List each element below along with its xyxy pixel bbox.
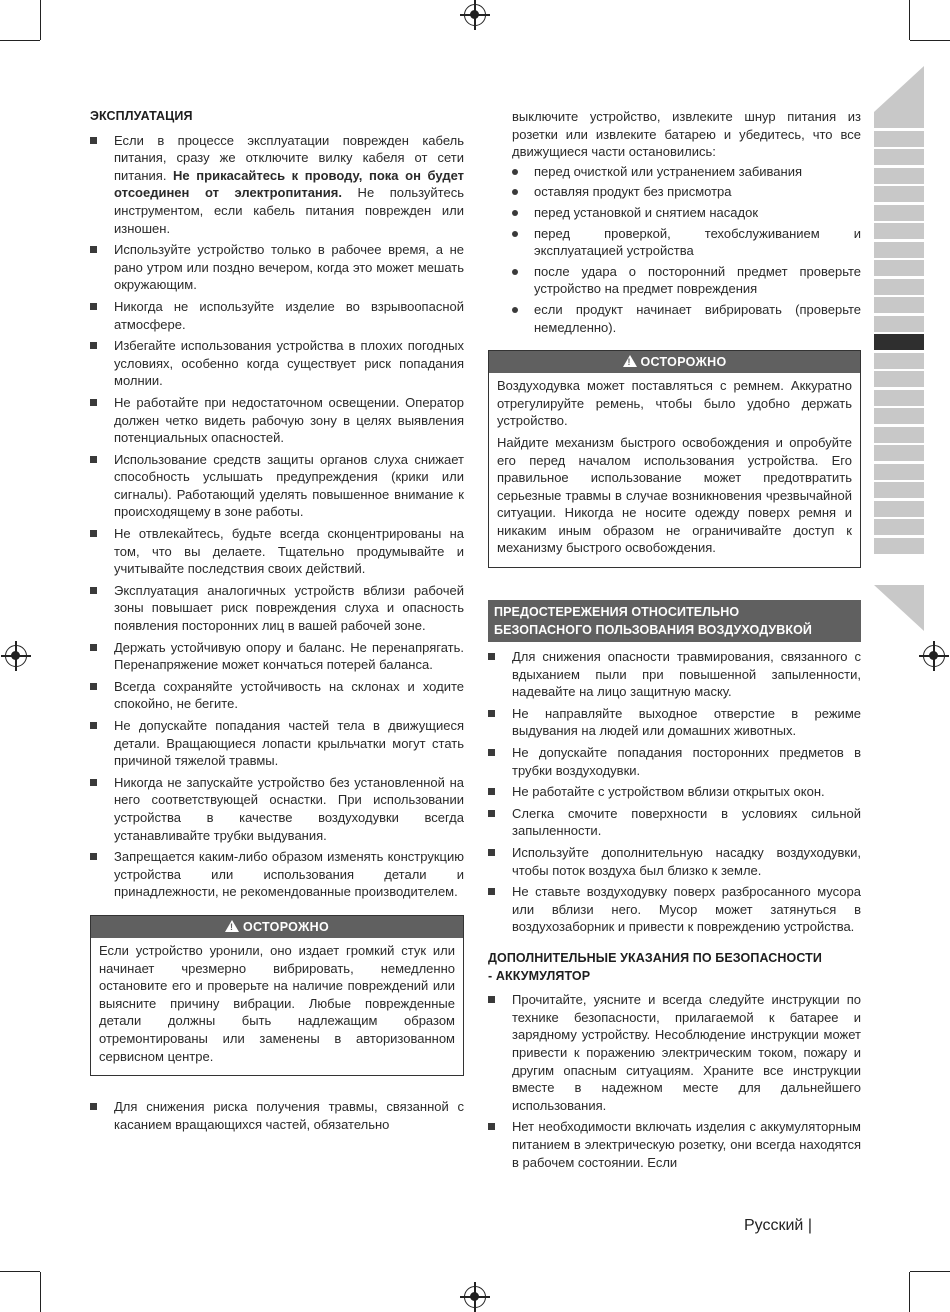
sub-list-item: оставляя продукт без присмотра <box>512 183 861 201</box>
language-tab <box>874 427 924 443</box>
language-tab <box>874 501 924 517</box>
blower-safety-list <box>488 648 861 936</box>
language-tab <box>874 260 924 276</box>
crop-mark <box>0 40 40 41</box>
warning-text: Если устройство уронили, оно издает громкий стук или начинает чрезмерно вибрировать, немедленно остановите его и проверьте на наличие повреждений или выясните причину вибрации. Любые поврежденные детали должны быть надлежащим образом отремонтированы или заменены в авторизованном сервисном центре. <box>99 942 455 1064</box>
language-tab <box>874 316 924 332</box>
language-tab <box>874 223 924 239</box>
page-footer-language: Русский | <box>744 1217 812 1234</box>
right-column <box>488 108 861 1175</box>
section-heading-battery <box>488 950 861 985</box>
warning-title: ОСТОРОЖНО <box>640 355 727 370</box>
language-tab <box>874 168 924 184</box>
crop-mark <box>909 0 910 40</box>
sub-list-item: перед проверкой, техобслуживанием и эксплуатацией устройства <box>512 225 861 260</box>
list-item: Не работайте при недостаточном освещении. Оператор должен четко видеть рабочую зону в целях выявления потенциальных опасностей. <box>90 394 464 447</box>
warning-header <box>91 916 463 938</box>
list-item: Для снижения риска получения травмы, связанной с касанием вращающихся частей, обязательно <box>90 1098 464 1133</box>
sub-list-item: после удара о посторонний предмет проверьте устройство на предмет повреждения <box>512 263 861 298</box>
crop-mark <box>0 1271 40 1272</box>
section-heading-operation: ЭКСПЛУАТАЦИЯ <box>90 109 193 123</box>
warning-triangle-icon: ! <box>623 355 637 367</box>
tab-strip-bottom <box>874 585 924 631</box>
list-item <box>90 132 464 238</box>
operation-list-continued <box>90 1098 464 1133</box>
section-heading-line: ДОПОЛНИТЕЛЬНЫЕ УКАЗАНИЯ ПО БЕЗОПАСНОСТИ <box>488 950 822 965</box>
language-tab <box>874 538 924 554</box>
list-item: Эксплуатация аналогичных устройств вблизи рабочей зоны повышает риск повреждения слуха и опасность появления посторонних лиц в вашей рабочей зоне. <box>90 582 464 635</box>
list-item: Нет необходимости включать изделия с аккумуляторным питанием в электрическую розетку, они всегда находятся в рабочем состоянии. Если <box>488 1118 861 1171</box>
language-tab-strip <box>874 112 924 556</box>
battery-safety-list <box>488 991 861 1171</box>
stop-conditions-list <box>488 163 861 336</box>
warning-box-strap <box>488 350 861 568</box>
sub-list-item: перед очисткой или устранением забивания <box>512 163 861 181</box>
list-item: Использование средств защиты органов слуха снижает способность услышать предупреждения (крики или сигналы). Работающий уделять повышенное внимание к происходящему в зоне работы. <box>90 451 464 521</box>
language-tab <box>874 112 924 128</box>
language-tab <box>874 279 924 295</box>
list-item: Запрещается каким-либо образом изменять конструкцию устройства или использования детали и принадлежности, не рекомендованные производителем. <box>90 848 464 901</box>
language-tab <box>874 186 924 202</box>
list-item: Не направляйте выходное отверстие в режиме выдувания на людей или домашних животных. <box>488 705 861 740</box>
list-item: Используйте устройство только в рабочее время, а не рано утром или поздно вечером, когда это может мешать окружающим. <box>90 241 464 294</box>
list-item: Не отвлекайтесь, будьте всегда сконцентрированы на том, что вы делаете. Тщательно продумывайте и учитывайте последствия своих действий. <box>90 525 464 578</box>
warning-header <box>489 351 860 373</box>
list-item: Используйте дополнительную насадку воздуходувки, чтобы поток воздуха был близко к земле. <box>488 844 861 879</box>
list-item: Не ставьте воздуходувку поверх разбросанного мусора или вблизи него. Мусор может затянуться в воздухозаборник и привести к повреждению устройства. <box>488 883 861 936</box>
language-tab <box>874 408 924 424</box>
list-item: Для снижения опасности травмирования, связанного с вдыханием пыли при повышенной запыленности, надевайте на лицо защитную маску. <box>488 648 861 701</box>
list-item: Никогда не запускайте устройство без установленной на него соответствующей оснастки. При использовании устройства в качестве воздуходувки всегда устанавливайте трубки выдувания. <box>90 774 464 844</box>
continued-text: выключите устройство, извлеките шнур питания из розетки или извлеките батарею и убедитесь, что все движущиеся части остановились: <box>512 109 861 160</box>
list-item: Слегка смочите поверхности в условиях сильной запыленности. <box>488 805 861 840</box>
language-tab <box>874 149 924 165</box>
language-tab <box>874 131 924 147</box>
list-item: Избегайте использования устройства в плохих погодных условиях, особенно когда существует риск попадания молнии. <box>90 337 464 390</box>
list-item: Прочитайте, уясните и всегда следуйте инструкции по технике безопасности, прилагаемой к батарее и зарядному устройству. Несоблюдение инструкции может привести к поражению электрическим током, пожару и другим опасным ситуациям. Храните все инструкции вместе в надежном месте для дальнейшего использования. <box>488 991 861 1114</box>
language-tab <box>874 445 924 461</box>
language-tab <box>874 205 924 221</box>
warning-body <box>91 938 463 1075</box>
crop-mark <box>909 1272 910 1312</box>
warning-text: Найдите механизм быстрого освобождения и опробуйте его перед началом использования устройства. Его правильное использование может предотвратить серьезные травмы в случае возникновения чрезвычайной ситуации. Никогда не носите одежду поверх ремня и никаким иным образом не ограничивайте доступ к механизму быстрого освобождения. <box>497 434 852 556</box>
left-column <box>90 108 464 1137</box>
language-tab <box>874 519 924 535</box>
warning-body <box>489 373 860 567</box>
registration-mark-icon <box>5 645 27 667</box>
registration-mark-icon <box>464 1286 486 1308</box>
language-tab <box>874 353 924 369</box>
language-tab <box>874 242 924 258</box>
language-tab <box>874 390 924 406</box>
warning-text: Воздуходувка может поставляться с ремнем. Аккуратно отрегулируйте ремень, чтобы было удобно держать устройство. <box>497 378 852 429</box>
list-item: Не работайте с устройством вблизи открытых окон. <box>488 783 861 801</box>
language-tab <box>874 297 924 313</box>
list-item-text: Не пользуйтесь инструментом, если кабель питания поврежден или изношен. <box>114 185 464 236</box>
language-tab <box>874 371 924 387</box>
list-item-bold: Не прикасайтесь к проводу, пока он будет отсоединен от электропитания. <box>114 167 464 201</box>
language-tab <box>874 464 924 480</box>
section-heading-line: БЕЗОПАСНОГО ПОЛЬЗОВАНИЯ ВОЗДУХОДУВКОЙ <box>494 623 813 638</box>
sub-list-item: перед установкой и снятием насадок <box>512 204 861 222</box>
list-item: Не допускайте попадания посторонних предметов в трубки воздуходувки. <box>488 744 861 779</box>
sub-list-item: если продукт начинает вибрировать (проверьте немедленно). <box>512 301 861 336</box>
crop-mark <box>910 40 950 41</box>
registration-mark-icon <box>923 645 945 667</box>
section-heading-blower-safety <box>488 600 861 642</box>
crop-mark <box>40 1272 41 1312</box>
operation-list <box>90 132 464 901</box>
section-heading-line: - АККУМУЛЯТОР <box>488 968 591 983</box>
list-item: Не допускайте попадания частей тела в движущиеся детали. Вращающиеся лопасти крыльчатки могут стать причиной тяжелой травмы. <box>90 717 464 770</box>
registration-mark-icon <box>464 4 486 26</box>
list-item: Всегда сохраняйте устойчивость на склонах и ходите спокойно, не бегите. <box>90 678 464 713</box>
language-tab-active <box>874 334 924 350</box>
crop-mark <box>910 1271 950 1272</box>
section-heading-line: ПРЕДОСТЕРЕЖЕНИЯ ОТНОСИТЕЛЬНО <box>494 605 740 620</box>
list-item: Держать устойчивую опору и баланс. Не перенапрягать. Перенапряжение может кончаться потерей баланса. <box>90 639 464 674</box>
list-item: Никогда не используйте изделие во взрывоопасной атмосфере. <box>90 298 464 333</box>
crop-mark <box>40 0 41 40</box>
tab-strip-top <box>874 66 924 112</box>
warning-box-drop <box>90 915 464 1076</box>
language-tab <box>874 482 924 498</box>
list-item-text: Если в процессе эксплуатации поврежден кабель питания, сразу же отключите вилку кабеля от сети питания. <box>114 132 464 183</box>
warning-title: ОСТОРОЖНО <box>243 919 329 934</box>
warning-triangle-icon: ! <box>225 920 239 932</box>
